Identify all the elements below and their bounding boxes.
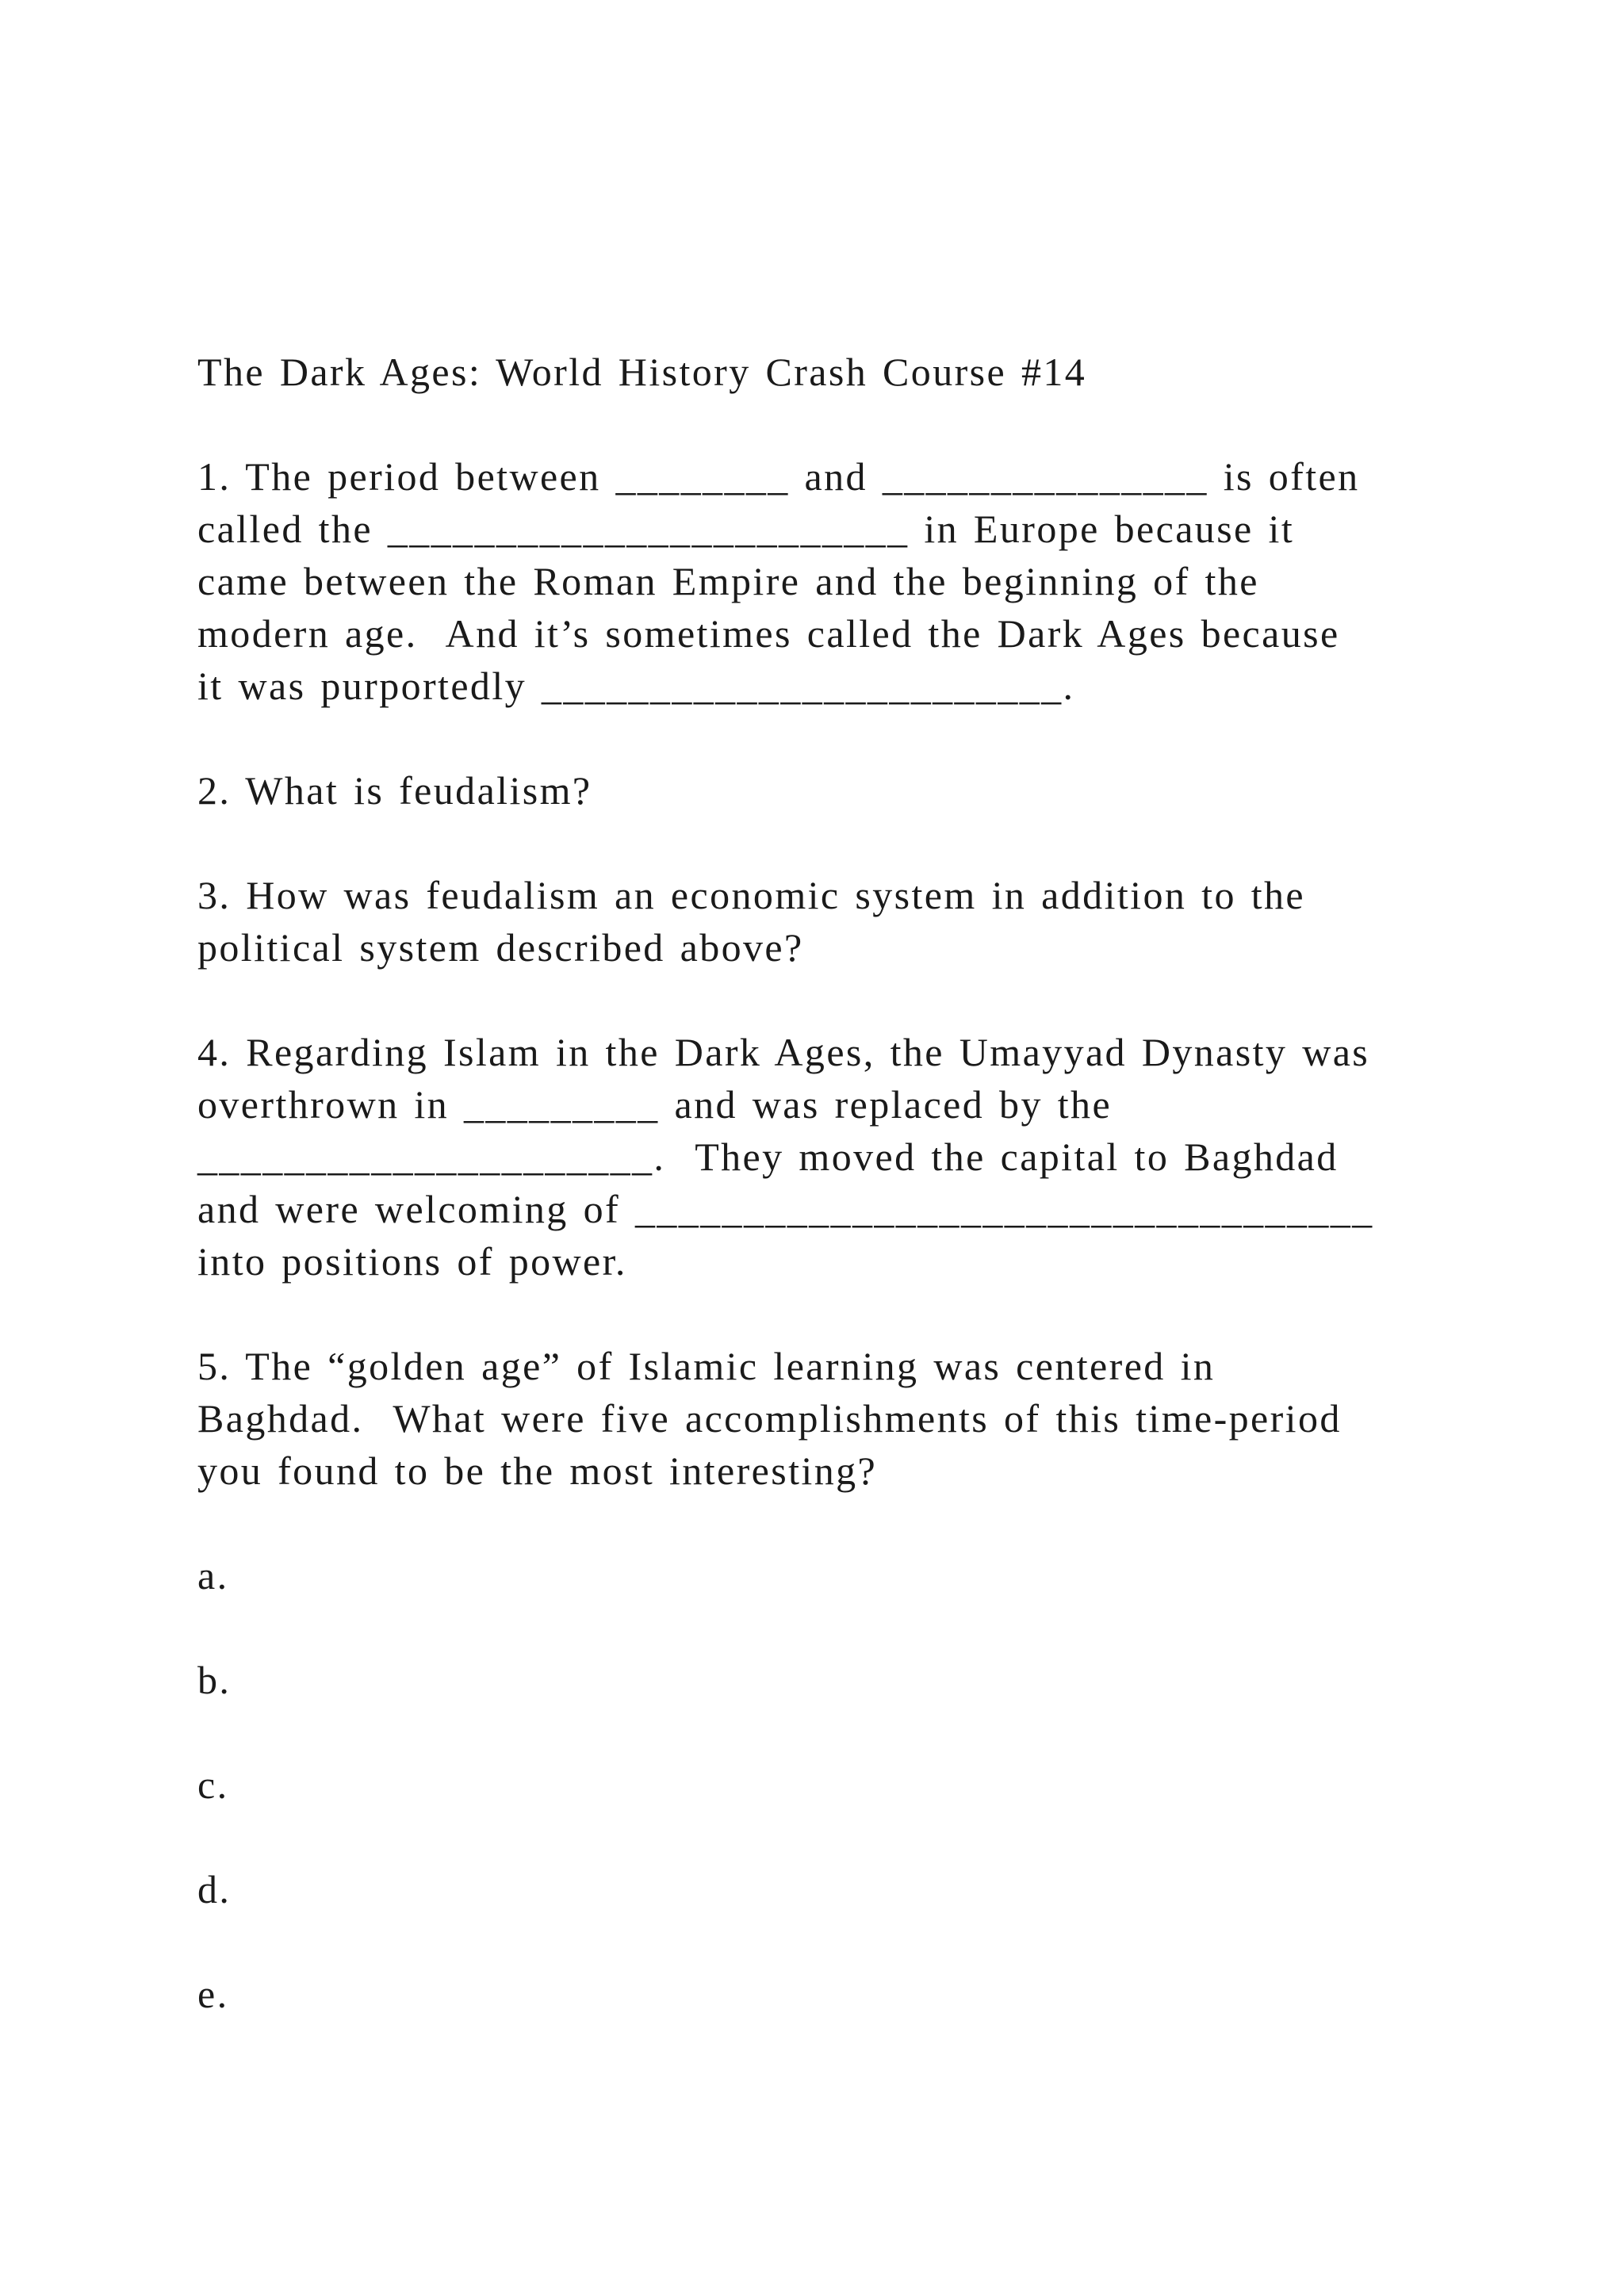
question-3-line-2: political system described above?: [197, 925, 804, 970]
question-3: [197, 869, 1482, 974]
answer-list: [197, 1549, 1482, 2020]
spacer: [197, 1288, 1482, 1340]
question-4-line-1: 4. Regarding Islam in the Dark Ages, the Umayyad Dynasty was: [197, 1030, 1370, 1074]
question-2: [197, 764, 1482, 817]
spacer: [197, 1915, 1482, 1968]
spacer: [197, 398, 1482, 450]
spacer: [197, 1601, 1482, 1654]
question-5: [197, 1340, 1482, 1497]
answer-item-b: b.: [197, 1658, 232, 1702]
question-4-line-2: overthrown in _________ and was replaced by the: [197, 1082, 1113, 1127]
question-4-line-4: and were welcoming of __________________________________: [197, 1187, 1374, 1231]
question-1: [197, 450, 1482, 712]
question-1-line-5: it was purportedly ________________________.: [197, 664, 1075, 708]
question-5-line-3: you found to be the most interesting?: [197, 1448, 878, 1493]
answer-item-d: d.: [197, 1867, 232, 1911]
answer-item-a: a.: [197, 1553, 229, 1598]
spacer: [197, 1811, 1482, 1863]
spacer: [197, 1497, 1482, 1549]
spacer: [197, 712, 1482, 764]
question-1-line-3: came between the Roman Empire and the beginning of the: [197, 559, 1259, 603]
worksheet-title: The Dark Ages: World History Crash Course #14: [197, 350, 1087, 394]
question-2-line-1: 2. What is feudalism?: [197, 768, 592, 813]
question-5-line-1: 5. The “golden age” of Islamic learning was centered in: [197, 1344, 1216, 1388]
answer-item-c: c.: [197, 1762, 229, 1807]
question-5-line-2: Baghdad. What were five accomplishments of this time-period: [197, 1396, 1342, 1441]
spacer: [197, 817, 1482, 869]
question-1-line-2: called the ________________________ in Europe because it: [197, 507, 1295, 551]
question-3-line-1: 3. How was feudalism an economic system in addition to the: [197, 873, 1306, 917]
question-1-line-4: modern age. And it’s sometimes called the Dark Ages because: [197, 611, 1340, 656]
worksheet-body: [197, 346, 1482, 2020]
question-4-line-5: into positions of power.: [197, 1239, 627, 1284]
question-4-line-3: _____________________. They moved the capital to Baghdad: [197, 1135, 1339, 1179]
spacer: [197, 1706, 1482, 1758]
question-4: [197, 1026, 1482, 1288]
question-1-line-1: 1. The period between ________ and _______________ is often: [197, 454, 1360, 499]
answer-item-e: e.: [197, 1972, 229, 2016]
spacer: [197, 974, 1482, 1026]
